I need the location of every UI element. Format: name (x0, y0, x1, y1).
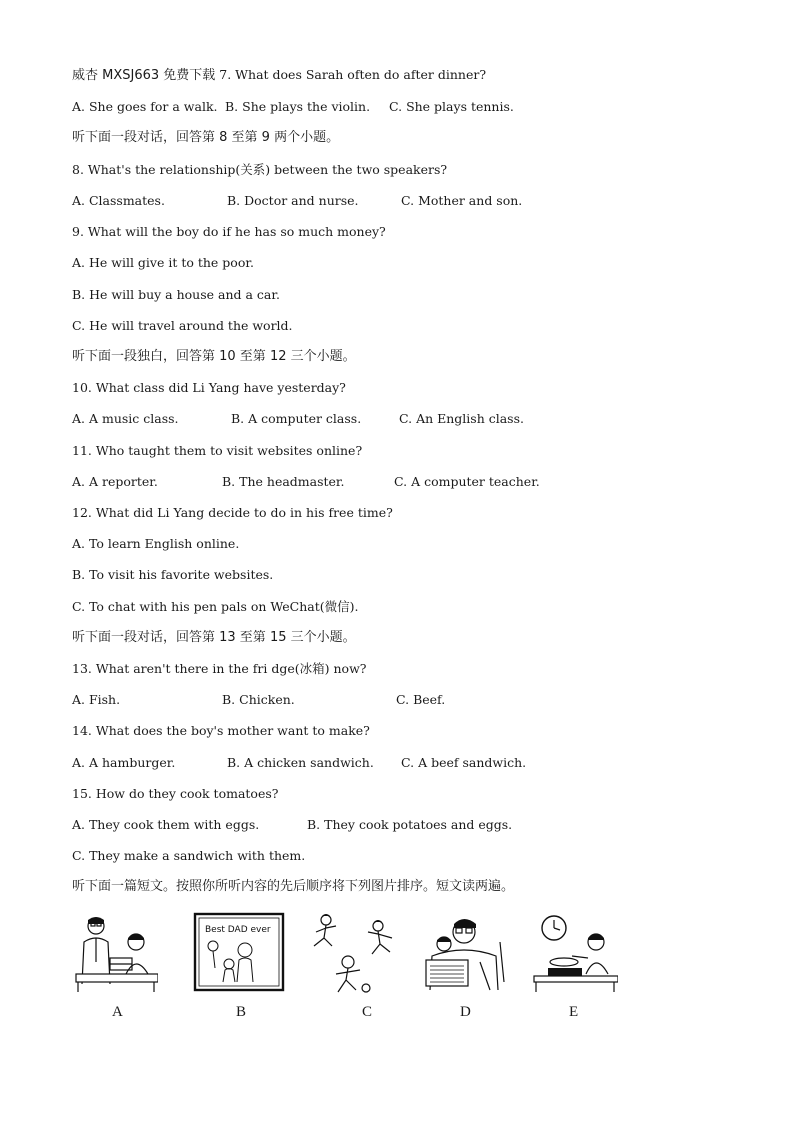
instruction-8-9: 听下面一段对话，回答第 8 至第 9 两个小题。 (72, 130, 340, 145)
question-15: 15. How do they cook tomatoes? (72, 786, 279, 801)
q9-option-a: A. He will give it to the poor. (72, 255, 254, 270)
q10-option-a: A. A music class. (72, 411, 179, 426)
q13-option-b: B. Chicken. (222, 692, 295, 707)
header-prefix: 威杏 MXSJ663 免费下载 (72, 68, 216, 83)
question-13: 13. What aren't there in the fri dge(冰箱) now? (72, 661, 367, 676)
question-9: 9. What will the boy do if he has so much money? (72, 224, 386, 239)
question-12: 12. What did Li Yang decide to do in his free time? (72, 505, 393, 520)
q7-option-c: C. She plays tennis. (389, 99, 514, 114)
picture-b-sign-text: Best DAD ever (205, 925, 271, 935)
question-10: 10. What class did Li Yang have yesterday? (72, 380, 346, 395)
q11-option-c: C. A computer teacher. (394, 474, 540, 489)
q10-option-c: C. An English class. (399, 411, 524, 426)
q11-option-b: B. The headmaster. (222, 474, 345, 489)
q9-option-b: B. He will buy a house and a car. (72, 287, 280, 302)
q15-option-a: A. They cook them with eggs. (72, 817, 260, 832)
picture-label-b: B (236, 1004, 247, 1020)
question-8: 8. What's the relationship(关系) between the two speakers? (72, 162, 448, 177)
q7-option-a: A. She goes for a walk. (72, 99, 218, 114)
q8-option-c: C. Mother and son. (401, 193, 523, 208)
picture-label-c: C (362, 1004, 373, 1020)
question-7-text: 7. What does Sarah often do after dinner? (219, 67, 487, 82)
picture-d-father-newspaper (420, 912, 512, 994)
instruction-13-15: 听下面一段对话，回答第 13 至第 15 三个小题。 (72, 630, 356, 645)
q13-option-c: C. Beef. (396, 692, 446, 707)
q13-option-a: A. Fish. (72, 692, 121, 707)
picture-label-d: D (460, 1004, 471, 1020)
instruction-10-12: 听下面一段独白，回答第 10 至第 12 三个小题。 (72, 349, 356, 364)
picture-c-football-players (308, 912, 400, 996)
picture-label-a: A (112, 1004, 123, 1020)
picture-label-e: E (569, 1004, 579, 1020)
q12-option-c: C. To chat with his pen pals on WeChat(微信). (72, 599, 359, 614)
question-11: 11. Who taught them to visit websites online? (72, 443, 363, 458)
q7-option-b: B. She plays the violin. (225, 99, 371, 114)
q11-option-a: A. A reporter. (72, 474, 158, 489)
q14-option-b: B. A chicken sandwich. (227, 755, 374, 770)
picture-e-boy-cooking-clock (532, 912, 618, 994)
q14-option-a: A. A hamburger. (72, 755, 176, 770)
q8-option-a: A. Classmates. (72, 193, 165, 208)
instruction-passage: 听下面一篇短文。按照你所听内容的先后顺序将下列图片排序。短文读两遍。 (72, 879, 515, 894)
q12-option-b: B. To visit his favorite websites. (72, 567, 274, 582)
q10-option-b: B. A computer class. (231, 411, 362, 426)
picture-a-teacher-student (74, 912, 158, 994)
q8-option-b: B. Doctor and nurse. (227, 193, 359, 208)
q12-option-a: A. To learn English online. (72, 536, 240, 551)
q15-option-c: C. They make a sandwich with them. (72, 848, 306, 863)
picture-b-best-dad-frame (193, 912, 285, 992)
q14-option-c: C. A beef sandwich. (401, 755, 527, 770)
question-14: 14. What does the boy's mother want to make? (72, 723, 370, 738)
q15-option-b: B. They cook potatoes and eggs. (307, 817, 513, 832)
q9-option-c: C. He will travel around the world. (72, 318, 293, 333)
question-7-line (72, 67, 486, 84)
